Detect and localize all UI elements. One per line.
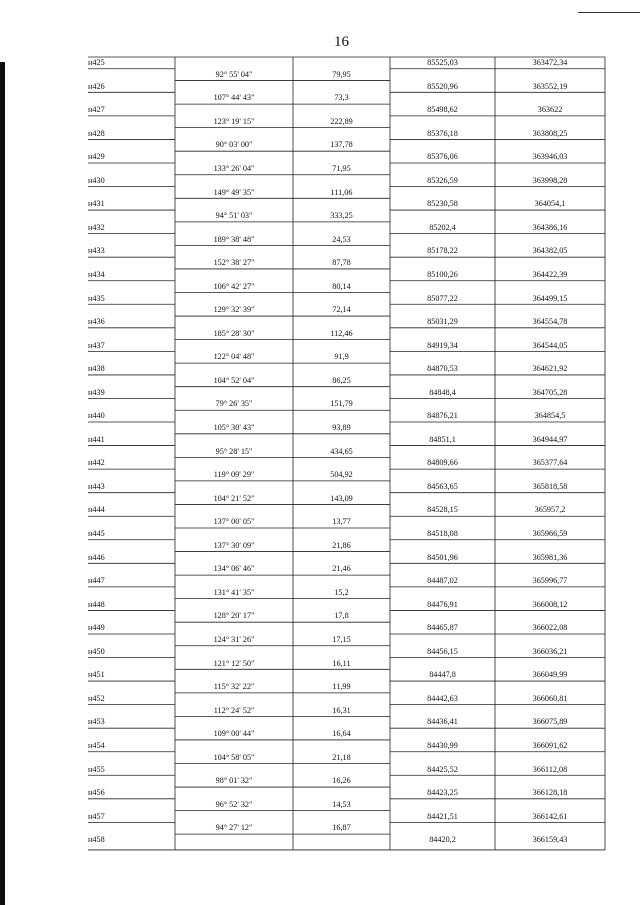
direction-angle: 189° 38' 48" bbox=[213, 234, 255, 244]
point-label: н444 bbox=[88, 505, 105, 515]
direction-angle: 122° 04' 48" bbox=[213, 352, 255, 362]
direction-angle: 104° 52' 04" bbox=[213, 375, 255, 385]
coordinate-y: 366022,08 bbox=[532, 623, 568, 633]
segment-length: 79,95 bbox=[332, 69, 351, 79]
segment-length: 112,46 bbox=[330, 328, 353, 338]
point-label: н429 bbox=[88, 152, 105, 162]
segment-length: 17,15 bbox=[332, 634, 351, 644]
point-label: н446 bbox=[88, 552, 105, 562]
coordinate-y: 365818,58 bbox=[532, 481, 568, 491]
point-label: н426 bbox=[88, 81, 105, 91]
segment-length: 16,87 bbox=[332, 823, 351, 833]
coordinate-x: 84563,65 bbox=[427, 481, 458, 491]
segment-length: 137,78 bbox=[330, 140, 353, 150]
coordinate-x: 84919,34 bbox=[427, 340, 458, 350]
segment-length: 24,53 bbox=[332, 234, 351, 244]
segment-length: 21,46 bbox=[332, 564, 351, 574]
coordinate-y: 365996,77 bbox=[532, 576, 568, 586]
segment-length: 151,79 bbox=[330, 399, 353, 409]
coordinate-x: 84487,02 bbox=[427, 576, 458, 586]
segment-length: 17,8 bbox=[334, 611, 349, 621]
direction-angle: 119° 09' 29" bbox=[213, 470, 255, 480]
direction-angle: 94° 51' 03" bbox=[215, 211, 253, 221]
direction-angle: 107° 44' 43" bbox=[213, 93, 255, 103]
direction-angle: 134° 06' 46" bbox=[213, 564, 255, 574]
coordinate-x: 85376,18 bbox=[427, 128, 458, 138]
point-label: н450 bbox=[88, 646, 105, 656]
segment-length: 93,89 bbox=[332, 423, 351, 433]
segment-length: 504,92 bbox=[330, 470, 353, 480]
coordinate-y: 366036,21 bbox=[532, 646, 568, 656]
coordinate-y: 365957,2 bbox=[534, 505, 566, 515]
coordinate-y: 364705,28 bbox=[532, 387, 568, 397]
point-label: н443 bbox=[88, 481, 105, 491]
point-label: н451 bbox=[88, 670, 105, 680]
point-label: н458 bbox=[88, 835, 105, 845]
coordinate-y: 364499,15 bbox=[532, 293, 568, 303]
direction-angle: 95° 28' 15" bbox=[215, 446, 253, 456]
segment-length: 16,31 bbox=[332, 705, 351, 715]
coordinate-y: 364544,05 bbox=[532, 340, 568, 350]
point-label: н436 bbox=[88, 317, 105, 327]
coordinate-y: 363998,28 bbox=[532, 175, 568, 185]
segment-length: 91,9 bbox=[334, 352, 349, 362]
segment-length: 222,89 bbox=[330, 116, 353, 126]
point-label: н449 bbox=[88, 623, 105, 633]
coordinate-y: 366075,89 bbox=[532, 717, 568, 727]
point-label: н454 bbox=[88, 740, 105, 750]
point-label: н447 bbox=[88, 576, 105, 586]
coordinate-x: 84851,1 bbox=[429, 434, 456, 444]
coordinate-y: 363622 bbox=[537, 105, 563, 115]
coordinate-x: 84848,4 bbox=[429, 387, 456, 397]
segment-length: 73,3 bbox=[334, 93, 349, 103]
coordinate-x: 85376,06 bbox=[427, 152, 458, 162]
point-label: н437 bbox=[88, 340, 105, 350]
coordinate-x: 85202,4 bbox=[429, 222, 456, 232]
direction-angle: 123° 19' 15" bbox=[213, 116, 255, 126]
coordinate-y: 364382,05 bbox=[532, 246, 568, 256]
point-label: н428 bbox=[88, 128, 105, 138]
coordinate-y: 366049,99 bbox=[532, 670, 568, 680]
coordinate-x: 84442,63 bbox=[427, 693, 458, 703]
coordinate-x: 84528,15 bbox=[427, 505, 458, 515]
coordinate-x: 84518,08 bbox=[427, 529, 458, 538]
direction-angle: 128° 20' 17" bbox=[213, 611, 255, 621]
segment-length: 11,99 bbox=[332, 682, 351, 692]
direction-angle: 96° 52' 32" bbox=[215, 799, 253, 809]
segment-length: 143,09 bbox=[330, 493, 353, 503]
coordinate-x: 84476,91 bbox=[427, 599, 458, 609]
direction-angle: 121° 12' 50" bbox=[213, 658, 255, 668]
direction-angle: 112° 24' 52" bbox=[213, 705, 255, 715]
direction-angle: 152° 38' 27" bbox=[213, 258, 255, 268]
point-label: н445 bbox=[88, 529, 105, 538]
point-label: н456 bbox=[88, 788, 105, 798]
coordinate-x: 84430,99 bbox=[427, 740, 458, 750]
direction-angle: 104° 21' 52" bbox=[213, 493, 255, 503]
coordinate-y: 364554,78 bbox=[532, 317, 568, 327]
segment-length: 13,77 bbox=[332, 517, 351, 527]
coordinate-y: 363946,03 bbox=[532, 152, 568, 162]
point-label: н448 bbox=[88, 599, 105, 609]
coordinate-y: 365981,36 bbox=[532, 552, 568, 562]
coordinate-x: 84456,15 bbox=[427, 646, 458, 656]
coordinate-y: 364422,39 bbox=[532, 269, 568, 279]
direction-angle: 104° 58' 05" bbox=[213, 752, 255, 762]
direction-angle: 131° 41' 35" bbox=[213, 587, 255, 597]
coordinate-y: 365377,64 bbox=[532, 458, 568, 468]
coordinate-y: 363552,19 bbox=[532, 81, 568, 91]
direction-angle: 105° 30' 43" bbox=[213, 423, 255, 433]
coordinate-y: 364054,1 bbox=[534, 199, 566, 209]
coordinate-y: 366060,81 bbox=[532, 693, 568, 703]
segment-length: 80,14 bbox=[332, 281, 351, 291]
point-label: н441 bbox=[88, 434, 105, 444]
segment-length: 72,14 bbox=[332, 305, 351, 315]
point-label: н453 bbox=[88, 717, 105, 727]
point-label: н431 bbox=[88, 199, 105, 209]
point-label: н435 bbox=[88, 293, 105, 303]
coordinate-x: 84870,53 bbox=[427, 364, 458, 374]
segment-length: 86,25 bbox=[332, 375, 351, 385]
coordinate-x: 85077,22 bbox=[427, 293, 458, 303]
point-label: н440 bbox=[88, 411, 105, 421]
segment-length: 111,06 bbox=[330, 187, 353, 197]
coordinate-x: 84447,8 bbox=[429, 670, 456, 680]
point-label: н427 bbox=[88, 105, 105, 115]
coordinate-x: 84436,41 bbox=[427, 717, 458, 727]
coordinate-x: 84809,66 bbox=[427, 458, 458, 468]
segment-length: 16,11 bbox=[332, 658, 351, 668]
segment-length: 87,78 bbox=[332, 258, 351, 268]
coordinate-x: 85178,22 bbox=[427, 246, 458, 256]
point-label: н455 bbox=[88, 764, 105, 774]
segment-length: 21,86 bbox=[332, 540, 351, 550]
coordinate-x: 85498,62 bbox=[427, 105, 458, 115]
coordinate-y: 366142,61 bbox=[532, 811, 568, 821]
segment-length: 71,95 bbox=[332, 163, 351, 173]
point-label: н432 bbox=[88, 222, 105, 232]
coordinate-x: 85326,59 bbox=[427, 175, 458, 185]
point-label: н433 bbox=[88, 246, 105, 256]
direction-angle: 115° 32' 22" bbox=[213, 682, 255, 692]
direction-angle: 98° 01' 32" bbox=[215, 776, 253, 786]
coordinate-x: 84425,52 bbox=[427, 764, 458, 774]
coordinate-x: 84420,2 bbox=[429, 835, 456, 845]
segment-length: 16,26 bbox=[332, 776, 351, 786]
coordinate-y: 366008,12 bbox=[532, 599, 568, 609]
direction-angle: 137° 00' 05" bbox=[213, 517, 255, 527]
coordinate-y: 364621,92 bbox=[532, 364, 568, 374]
segment-length: 15,2 bbox=[334, 587, 349, 597]
coordinate-y: 364944,97 bbox=[532, 434, 568, 444]
point-label: н442 bbox=[88, 458, 105, 468]
page-number: 16 bbox=[334, 34, 349, 50]
segment-length: 333,25 bbox=[330, 211, 353, 221]
coordinate-y: 366112,08 bbox=[532, 764, 568, 774]
coordinate-y: 366128,18 bbox=[532, 788, 568, 798]
direction-angle: 133° 26' 04" bbox=[213, 163, 255, 173]
coordinate-x: 85230,58 bbox=[427, 199, 458, 209]
point-label: н457 bbox=[88, 811, 105, 821]
direction-angle: 124° 31' 26" bbox=[213, 634, 255, 644]
coordinate-y: 366159,43 bbox=[532, 835, 568, 845]
coordinate-x: 85100,26 bbox=[427, 269, 458, 279]
coordinate-x: 84423,25 bbox=[427, 788, 458, 798]
direction-angle: 137° 30' 09" bbox=[213, 540, 255, 550]
segment-length: 14,53 bbox=[332, 799, 351, 809]
point-label: н430 bbox=[88, 175, 105, 185]
direction-angle: 90° 03' 00" bbox=[215, 140, 253, 150]
point-label: н452 bbox=[88, 693, 105, 703]
coordinate-y: 363472,34 bbox=[532, 58, 568, 67]
coordinate-x: 84421,51 bbox=[427, 811, 458, 821]
segment-length: 16,64 bbox=[332, 729, 351, 739]
direction-angle: 94° 27' 12" bbox=[215, 823, 253, 833]
coordinate-y: 364854,5 bbox=[534, 411, 566, 421]
coordinate-x: 84501,96 bbox=[427, 552, 458, 562]
coordinate-x: 85525,03 bbox=[427, 58, 458, 67]
point-label: н434 bbox=[88, 269, 105, 279]
coordinate-y: 366091,62 bbox=[532, 740, 568, 750]
direction-angle: 79° 26' 35" bbox=[215, 399, 253, 409]
point-label: н438 bbox=[88, 364, 105, 374]
segment-length: 434,65 bbox=[330, 446, 353, 456]
direction-angle: 129° 32' 39" bbox=[213, 305, 255, 315]
direction-angle: 149° 49' 35" bbox=[213, 187, 255, 197]
point-label: н425 bbox=[88, 58, 105, 67]
direction-angle: 109° 00' 44" bbox=[213, 729, 255, 739]
coordinate-y: 365966,59 bbox=[532, 529, 568, 538]
point-label: н439 bbox=[88, 387, 105, 397]
coordinate-x: 85520,96 bbox=[427, 81, 458, 91]
coordinate-x: 84876,21 bbox=[427, 411, 458, 421]
direction-angle: 185° 28' 30" bbox=[213, 328, 255, 338]
direction-angle: 92° 55' 04" bbox=[215, 69, 253, 79]
coordinate-x: 84465,87 bbox=[427, 623, 458, 633]
direction-angle: 106° 42' 27" bbox=[213, 281, 255, 291]
segment-length: 21,18 bbox=[332, 752, 351, 762]
coordinate-y: 364386,16 bbox=[532, 222, 568, 232]
coordinate-y: 363808,25 bbox=[532, 128, 568, 138]
coordinate-x: 85031,29 bbox=[427, 317, 458, 327]
